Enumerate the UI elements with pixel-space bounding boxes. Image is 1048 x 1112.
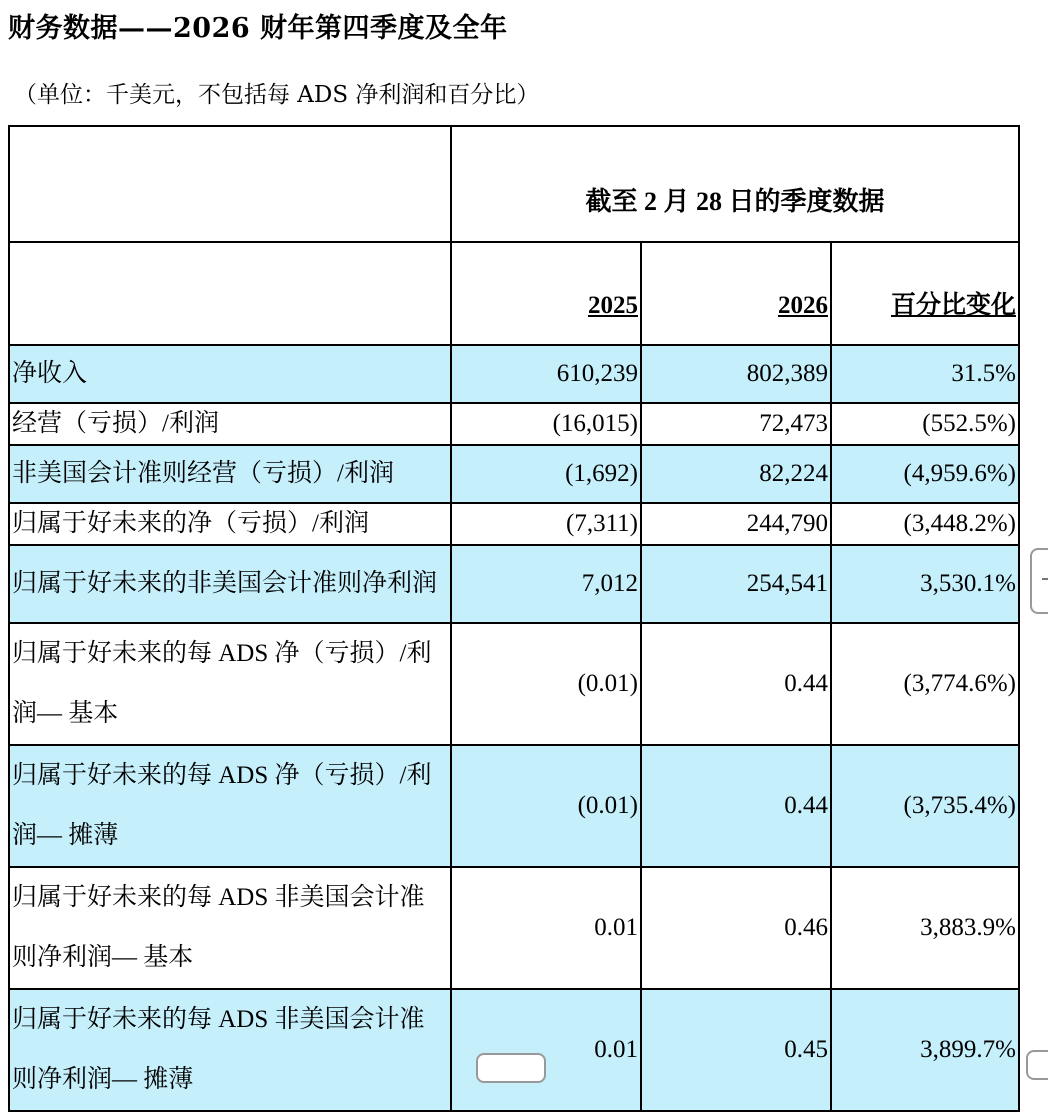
table-row — [9, 345, 1019, 403]
row-label: 净收入 — [9, 345, 451, 403]
row-label: 归属于好未来的每 ADS 净（亏损）/利润— 摊薄 — [9, 745, 451, 867]
column-header-2026: 2026 — [641, 242, 831, 345]
table-row — [9, 503, 1019, 545]
value-2025: 0.01 — [451, 989, 641, 1111]
value-2026: 0.44 — [641, 745, 831, 867]
value-change: 3,883.9% — [831, 867, 1019, 989]
value-2025: 7,012 — [451, 545, 641, 623]
table-header-columns-row — [9, 242, 1019, 345]
row-label: 经营（亏损）/利润 — [9, 403, 451, 445]
row-label: 归属于好未来的每 ADS 非美国会计准则净利润— 基本 — [9, 867, 451, 989]
column-header-change: 百分比变化 — [831, 242, 1019, 345]
side-scroll-handle[interactable] — [1030, 548, 1048, 614]
value-2025: (7,311) — [451, 503, 641, 545]
row-label: 非美国会计准则经营（亏损）/利润 — [9, 445, 451, 503]
value-2025: (0.01) — [451, 745, 641, 867]
table-header-period-row — [9, 126, 1019, 242]
row-label: 归属于好未来的每 ADS 净（亏损）/利润— 基本 — [9, 623, 451, 745]
value-2025: (16,015) — [451, 403, 641, 445]
value-2025: (0.01) — [451, 623, 641, 745]
value-change: (4,959.6%) — [831, 445, 1019, 503]
value-2026: 0.45 — [641, 989, 831, 1111]
side-handle-icon — [1042, 578, 1048, 580]
value-2026: 82,224 — [641, 445, 831, 503]
value-2026: 244,790 — [641, 503, 831, 545]
table-row — [9, 545, 1019, 623]
value-change: (3,774.6%) — [831, 623, 1019, 745]
period-header: 截至 2 月 28 日的季度数据 — [451, 126, 1019, 242]
table-row — [9, 989, 1019, 1111]
value-change: 3,899.7% — [831, 989, 1019, 1111]
bottom-toolbar-button[interactable] — [476, 1053, 546, 1083]
value-change: (3,448.2%) — [831, 503, 1019, 545]
bottom-corner-button[interactable] — [1026, 1050, 1048, 1080]
table-row — [9, 745, 1019, 867]
financial-table — [8, 125, 1020, 1112]
table-row — [9, 623, 1019, 745]
value-change: (3,735.4%) — [831, 745, 1019, 867]
value-2026: 0.46 — [641, 867, 831, 989]
unit-note: （单位：千美元，不包括每 ADS 净利润和百分比） — [14, 82, 540, 108]
value-2026: 802,389 — [641, 345, 831, 403]
page-title: 财务数据——2026 财年第四季度及全年 — [8, 13, 508, 44]
table-row — [9, 403, 1019, 445]
row-label: 归属于好未来的非美国会计准则净利润 — [9, 545, 451, 623]
table-row — [9, 867, 1019, 989]
row-label: 归属于好未来的净（亏损）/利润 — [9, 503, 451, 545]
row-label: 归属于好未来的每 ADS 非美国会计准则净利润— 摊薄 — [9, 989, 451, 1111]
column-header-2025: 2025 — [451, 242, 641, 345]
value-2025: (1,692) — [451, 445, 641, 503]
header-empty-cell — [9, 126, 451, 242]
value-2026: 0.44 — [641, 623, 831, 745]
value-2025: 610,239 — [451, 345, 641, 403]
value-2026: 72,473 — [641, 403, 831, 445]
value-2025: 0.01 — [451, 867, 641, 989]
table-row — [9, 445, 1019, 503]
value-change: 31.5% — [831, 345, 1019, 403]
header-empty-cell — [9, 242, 451, 345]
value-2026: 254,541 — [641, 545, 831, 623]
value-change: (552.5%) — [831, 403, 1019, 445]
value-change: 3,530.1% — [831, 545, 1019, 623]
